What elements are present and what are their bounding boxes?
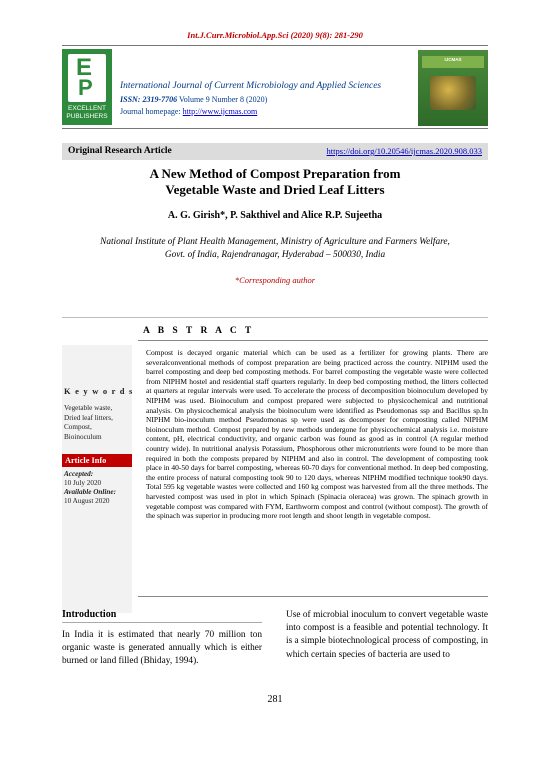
article-info-heading: Article Info — [65, 456, 107, 465]
keyword-item: Dried leaf litters, — [64, 413, 113, 422]
publisher-name: EXCELLENT PUBLISHERS — [66, 105, 108, 120]
page-number: 281 — [267, 694, 283, 705]
title-line-1: A New Method of Compost Preparation from — [149, 166, 401, 181]
section-divider — [62, 317, 488, 318]
affiliation — [62, 236, 488, 262]
accepted-date: 10 July 2020 — [64, 479, 102, 487]
logo-letter-e: E — [76, 54, 93, 81]
logo-letter-p: P — [78, 75, 93, 100]
homepage-label: Journal homepage: — [120, 107, 183, 116]
issn-volume — [120, 95, 267, 104]
keyword-item: Bioinoculum — [64, 432, 102, 441]
article-info-dates — [64, 470, 130, 506]
title-line-2: Vegetable Waste and Dried Leaf Litters — [165, 182, 385, 197]
abstract-top-rule — [138, 340, 488, 341]
corresponding-author: *Corresponding author — [234, 275, 316, 285]
body-column-left: In India it is estimated that nearly 70 million ton organic waste is generated annually which is either burned or land filled (Bhiday, 1994). — [62, 630, 262, 667]
keywords-list — [64, 404, 130, 442]
abstract-text: Compost is decayed organic material which can be used as a fertilizer for growing plants. There are severalconventional methods of compost preparation are being practiced across the country. NIPHM used the barrel composting and deep bed composting methods. For barrel composting the vegetable waste were collected from NIPHM hostel and residential staff quarters regularly. In deep bed composting method, the litters collected at quarters at regular intervals were used. To accelerate the process of decomposition bioinoculum developed by NIPHM was used. Bioinoculum and compost prepared were subjected to physicochemical and nutritional analysis. On physicochemical analysis the bioinoculum were identified as Pseudomonas ssp and Bacillus sp.In NIPHM bio-inoculum method Pseudomonas sp were used as decomposer for composting called NIPHM bioinoculum method. Compost prepared by new methods undergone for physicochemical analysis i.e. moisture content, pH, electrical conductivity, and organic carbon was found as good as in control (A regular method country wide). In nutritional analysis Potassium, Phosphorous other micronutrients were found to be more than required in both the composts prepared by NIPHM and also in control. The development of composting took place in 40-50 days for barrel composting, whereas 60-70 days for conventional method. In deep bed composting, the entire process of natural composting took 90 to 120 days, whereas NIPHM modified technique took90 days. Total 595 kg vegetable wastes were collected and 160 kg compost was harvested from all the three methods. The harvested compost was used in plot in which Spinach (Spinacia oleracea) was grown. The spinach growth in vegetable compost was compared with FYM, Earthworm compost and control (without compost). The growth of the spinach was superior in producing more root length and shoot length in vegetable compost. — [146, 348, 488, 521]
article-title — [62, 166, 488, 198]
introduction-rule — [62, 622, 262, 623]
keyword-item: Compost, — [64, 423, 92, 431]
keyword-item: Vegetable waste, — [64, 404, 113, 412]
cover-picture — [430, 76, 476, 110]
volume: Volume 9 Number 8 (2020) — [178, 95, 268, 104]
doi-link[interactable]: https://doi.org/10.20546/ijcmas.2020.908.033 — [326, 146, 482, 156]
homepage-link[interactable]: http://www.ijcmas.com — [182, 107, 258, 116]
journal-masthead — [62, 45, 488, 129]
article-info-bar — [62, 454, 132, 467]
journal-cover-image — [418, 50, 488, 126]
online-date: 10 August 2020 — [64, 497, 110, 505]
online-label: Available Online: — [64, 488, 116, 496]
publisher-logo — [62, 49, 112, 125]
authors: A. G. Girish*, P. Sakthivel and Alice R.P. Sujeetha — [167, 210, 383, 221]
issn: ISSN: 2319-7706 — [120, 95, 178, 104]
body-column-right: Use of microbial inoculum to convert vegetable waste into compost is a feasible and potential technology. It is a simple biotechnological process of composting, in which certain species of bacteria are used to — [286, 610, 488, 660]
article-type: Original Research Article — [68, 146, 172, 156]
accepted-label: Accepted: — [64, 470, 94, 478]
journal-title: International Journal of Current Microbiology and Applied Sciences — [120, 81, 382, 91]
article-type-bar — [62, 143, 488, 160]
keywords-heading: K e y w o r d s — [64, 386, 134, 396]
abstract-heading: A B S T R A C T — [143, 326, 255, 336]
cover-title: IJCMAS — [444, 57, 462, 62]
logo-letter-box — [68, 54, 106, 102]
affiliation-line-1: National Institute of Plant Health Management, Ministry of Agriculture and Farmers Welfare, — [100, 237, 450, 247]
journal-homepage — [120, 107, 257, 116]
affiliation-line-2: Govt. of India, Rajendranagar, Hyderabad – 500030, India — [164, 250, 386, 260]
abstract-bottom-rule — [138, 596, 488, 597]
introduction-heading: Introduction — [62, 609, 117, 620]
running-head: Int.J.Curr.Microbiol.App.Sci (2020) 9(8): 281-290 — [187, 30, 363, 40]
